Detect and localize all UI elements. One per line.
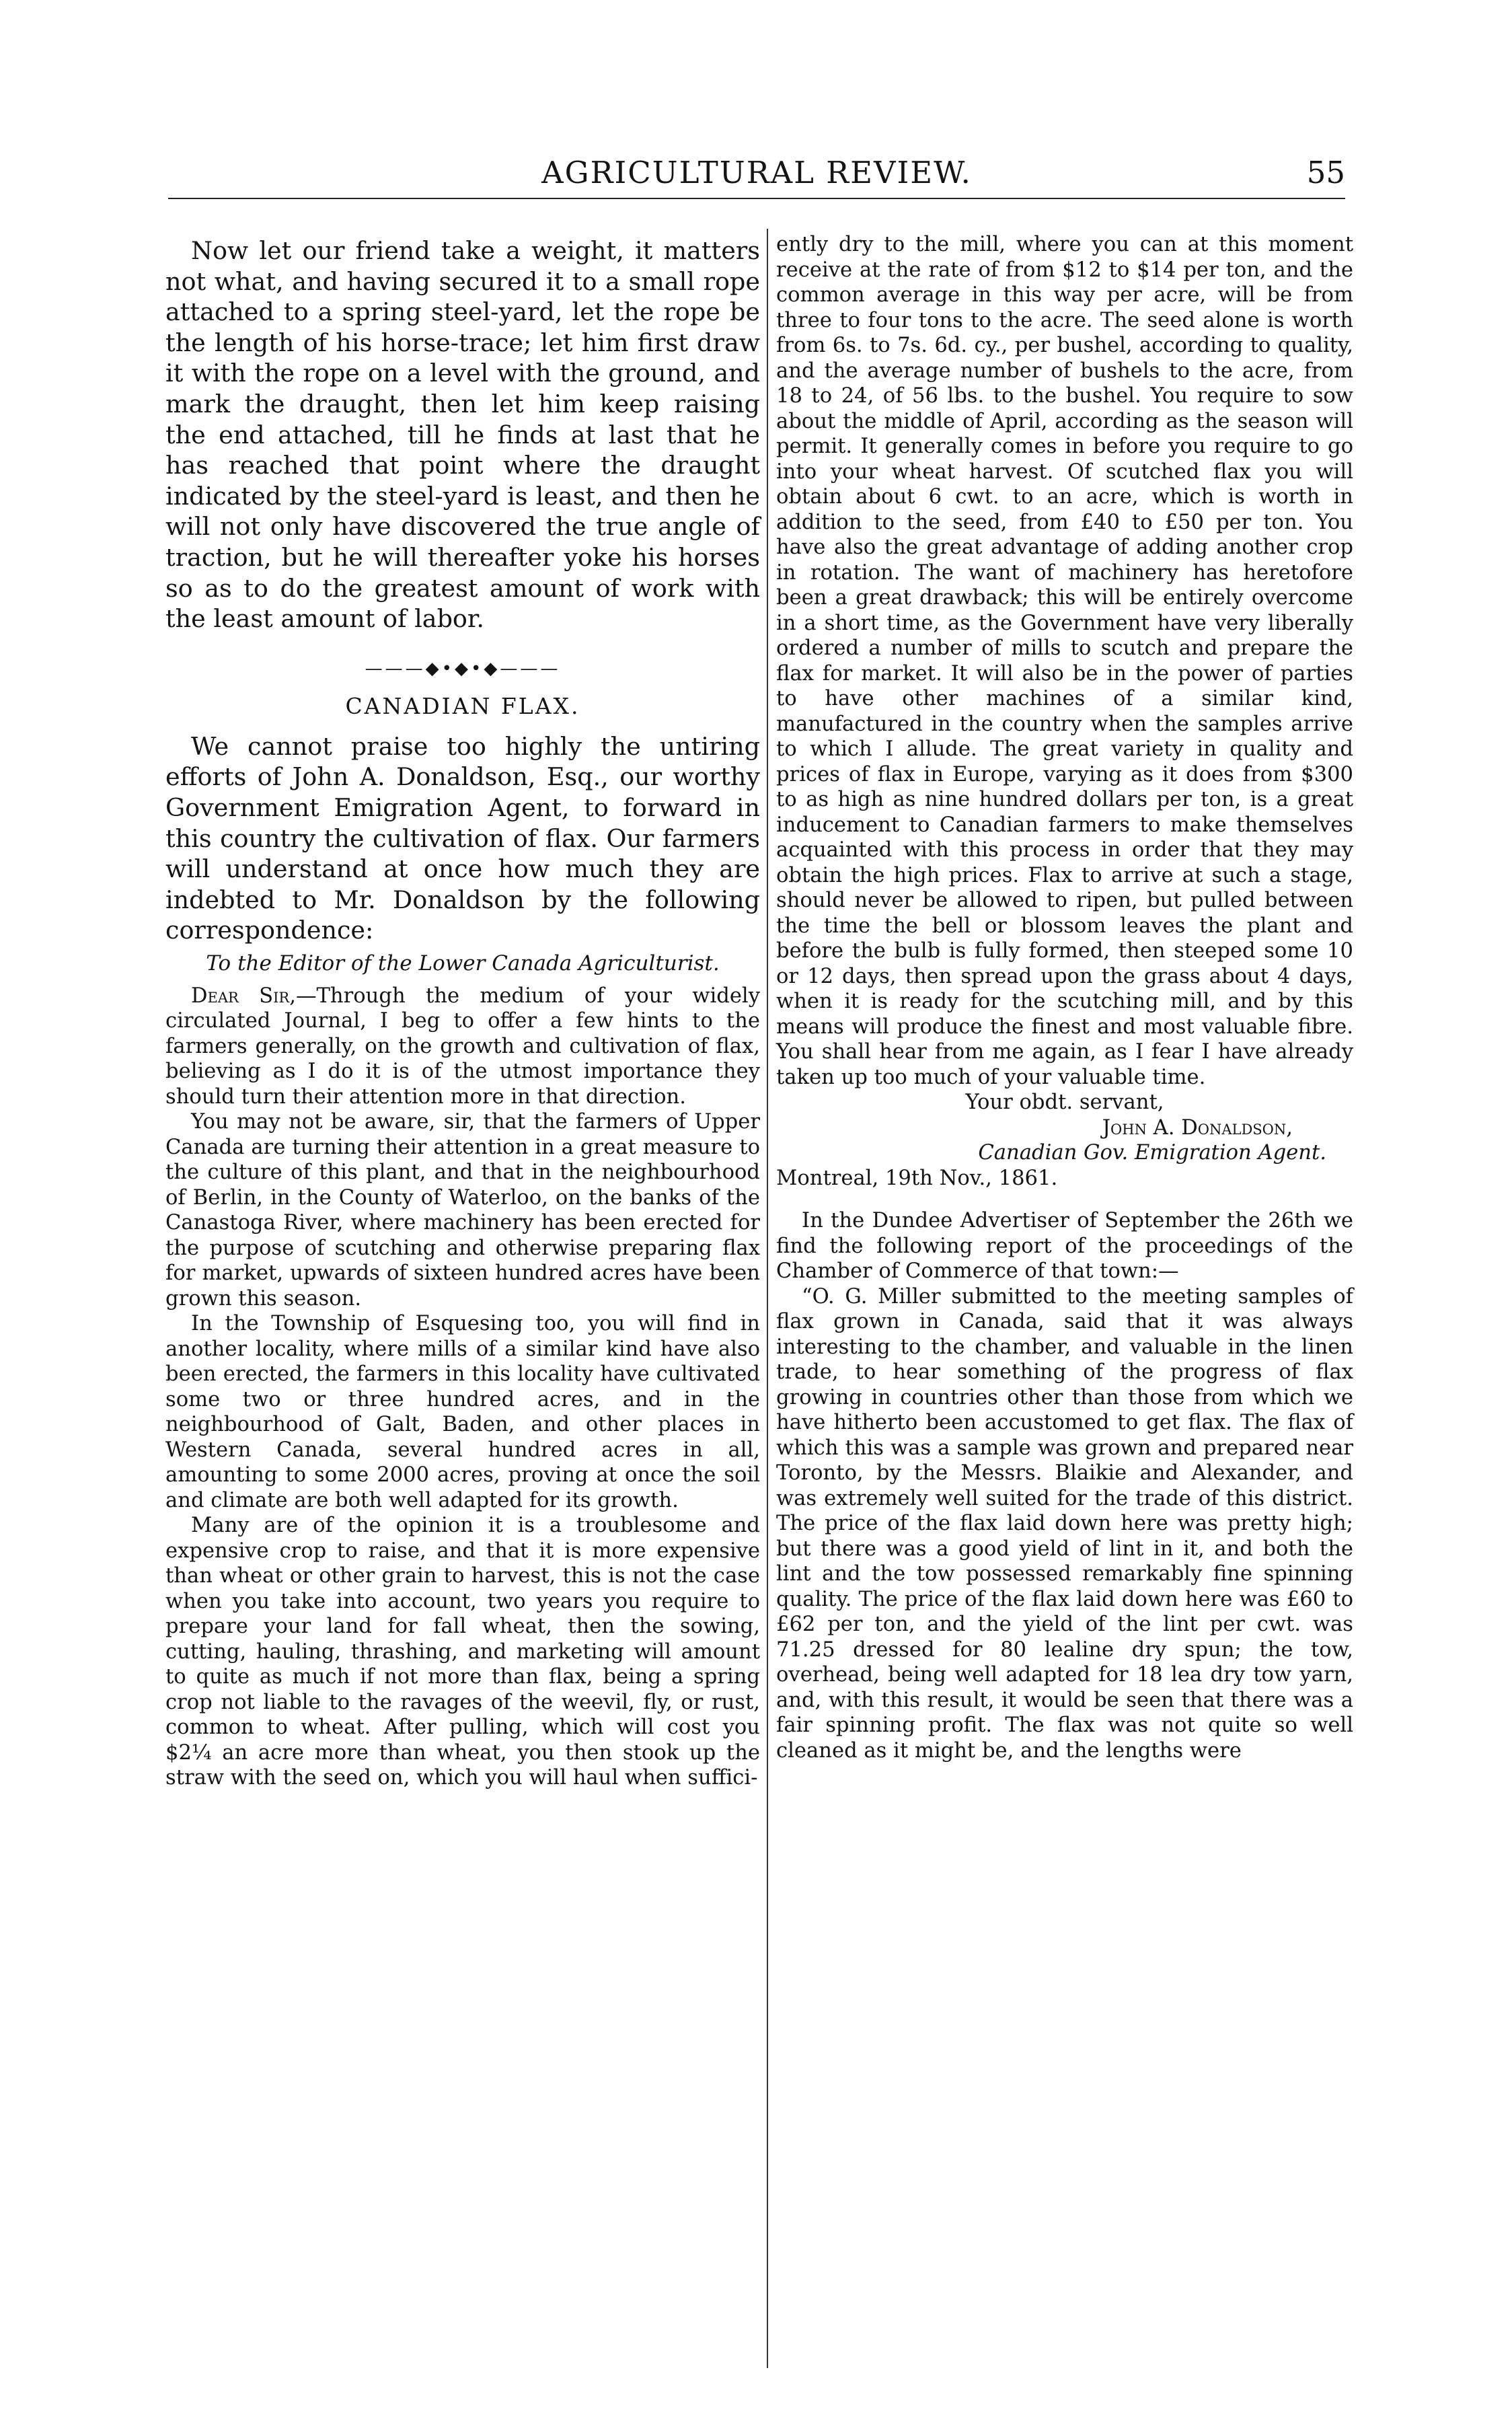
- report-quote-paragraph: “O. G. Miller submitted to the meeting samples of flax grown in Canada, said that it was always interesting to the chamber, and valuable in the linen trade, to hear something of the progress of flax growing in countries other than those from which we have hitherto been accustomed to get flax. The flax of which this was a sample was grown and prepared near Toronto, by the Messrs. Blaikie and Alexander, and was extremely well suited for the trade of this district. The price of the flax laid down here was pretty high; but there was a good yield of lint in it, and both the lint and the tow possessed remarkably fine spinning quality. The price of the flax laid down here was £60 to £62 per ton, and the yield of the lint per cwt. was 71.25 dressed for 80 lealine dry spun; the tow, overhead, being well adapted for 18 lea dry tow yarn, and, with this result, it would be seen that there was a fair spinning profit. The flax was not quite so well cleaned as it might be, and the lengths were: [776, 1284, 1353, 1763]
- left-column: [165, 235, 760, 1791]
- section-title: CANADIAN FLAX.: [345, 692, 580, 719]
- letter-paragraph: In the Township of Esquesing too, you will find in another locality, where mills of a similar kind have also been erected, the farmers in this locality have cultivated some two or three hundred acres, and in the neighbourhood of Galt, Baden, and other places in Western Canada, several hundred acres in all, amounting to some 2000 acres, proving at once the soil and climate are both well adapted for its growth.: [165, 1312, 760, 1512]
- letter-signoff: Your obdt. servant,: [965, 1091, 1164, 1114]
- letter-paragraph: Many are of the opinion it is a troublesome and expensive crop to raise, and that it is more expensive than wheat or other grain to harvest, this is not the case when you take into account, two years you require to prepare your land for fall wheat, then the sowing, cutting, hauling, thrashing, and marketing will amount to quite as much if not more than flax, being a spring crop not liable to the ravages of the weevil, fly, or rust, common to wheat. After pulling, which will cost you $2¼ an acre more than wheat, you then stook up the straw with the seed on, which you will haul when suffici-: [165, 1514, 760, 1790]
- page-number: 55: [1306, 155, 1345, 190]
- signature-name: John A. Donaldson,: [1102, 1115, 1293, 1140]
- lead-paragraph: We cannot praise too highly the untiring efforts of John A. Donaldson, Esq., our worthy Government Emigration Agent, to forward in this country the cultivation of flax. Our farmers will understand at once how much they are indebted to Mr. Donaldson by the following correspondence:: [165, 731, 760, 945]
- report-intro-paragraph: In the Dundee Advertiser of September the 26th we find the following report of the proceedings of the Chamber of Commerce of that town:—: [776, 1209, 1353, 1283]
- header-rule: [168, 198, 1345, 199]
- letter-paragraph: [165, 984, 760, 1110]
- letter-paragraph: ently dry to the mill, where you can at this moment receive at the rate of from $12 to $14 per ton, and the common average in this way per acre, will be from three to four tons to the acre. The seed alone is worth from 6s. to 7s. 6d. cy., per bushel, according to quality, and the average number of bushels to the acre, from 18 to 24, of 56 lbs. to the bushel. You require to sow about the middle of April, according as the season will permit. It generally comes in before you require to go into your wheat harvest. Of scutched flax you will obtain about 6 cwt. to an acre, which is worth in addition to the seed, from £40 to £50 per ton. You have also the great advantage of adding another crop in rotation. The want of machinery has heretofore been a great drawback; this will be entirely overcome in a short time, as the Government have very liberally ordered a number of mills to scutch and prepare the flax for market. It will also be in the power of parties to have other machines of a similar kind, manufactured in the country when the samples arrive to which I allude. The great variety in quality and prices of flax in Europe, varying as it does from $300 to as high as nine hundred dollars per ton, is a great inducement to Canadian farmers to make themselves acquainted with this process in order that they may obtain the high prices. Flax to arrive at such a stage, should never be allowed to ripen, but pulled between the time the bell or blossom leaves the plant and before the bulb is fully formed, then steeped some 10 or 12 days, then spread upon the grass about 4 days, when it is ready for the scutching mill, and by this means will produce the finest and most valuable fibre. You shall hear from me again, as I fear I have already taken up too much of your valuable time.: [776, 233, 1353, 1089]
- salutation: Dear Sir,: [191, 984, 296, 1008]
- page-header: [168, 135, 1345, 195]
- letter-paragraph: You may not be aware, sir, that the farmers of Upper Canada are turning their attention in a great measure to the culture of this plant, and that in the neighbourhood of Berlin, in the County of Waterloo, on the banks of the Canastoga River, where machinery has been erected for the purpose of scutching and otherwise preparing flax for market, upwards of sixteen hundred acres have been grown this season.: [165, 1110, 760, 1311]
- intro-paragraph: Now let our friend take a weight, it matters not what, and having secured it to a small rope attached to a spring steel-yard, let the rope be the length of his horse-trace; let him first draw it with the rope on a level with the ground, and mark the draught, then let him keep raising the end attached, till he finds at last that he has reached that point where the draught indicated by the steel-yard is least, and then he will not only have discovered the true angle of traction, but he will thereafter yoke his horses so as to do the greatest amount of work with the least amount of labor.: [165, 236, 760, 634]
- running-head: AGRICULTURAL REVIEW.: [541, 155, 972, 190]
- right-column: [776, 232, 1353, 1763]
- signature-title: Canadian Gov. Emigration Agent.: [978, 1141, 1326, 1165]
- letter-paragraph-text: —Through the medium of your widely circulated Journal, I beg to offer a few hints to the farmers generally, on the growth and cultivation of flax, believing as I do it is of the utmost importance they should turn their attention more in that direction.: [165, 984, 760, 1109]
- section-ornament-icon: ———◆•◆•◆———: [365, 658, 561, 679]
- letter-address: To the Editor of the Lower Canada Agriculturist.: [206, 951, 720, 975]
- letter-dateline: Montreal, 19th Nov., 1861.: [776, 1166, 1058, 1190]
- column-divider: [767, 229, 768, 2368]
